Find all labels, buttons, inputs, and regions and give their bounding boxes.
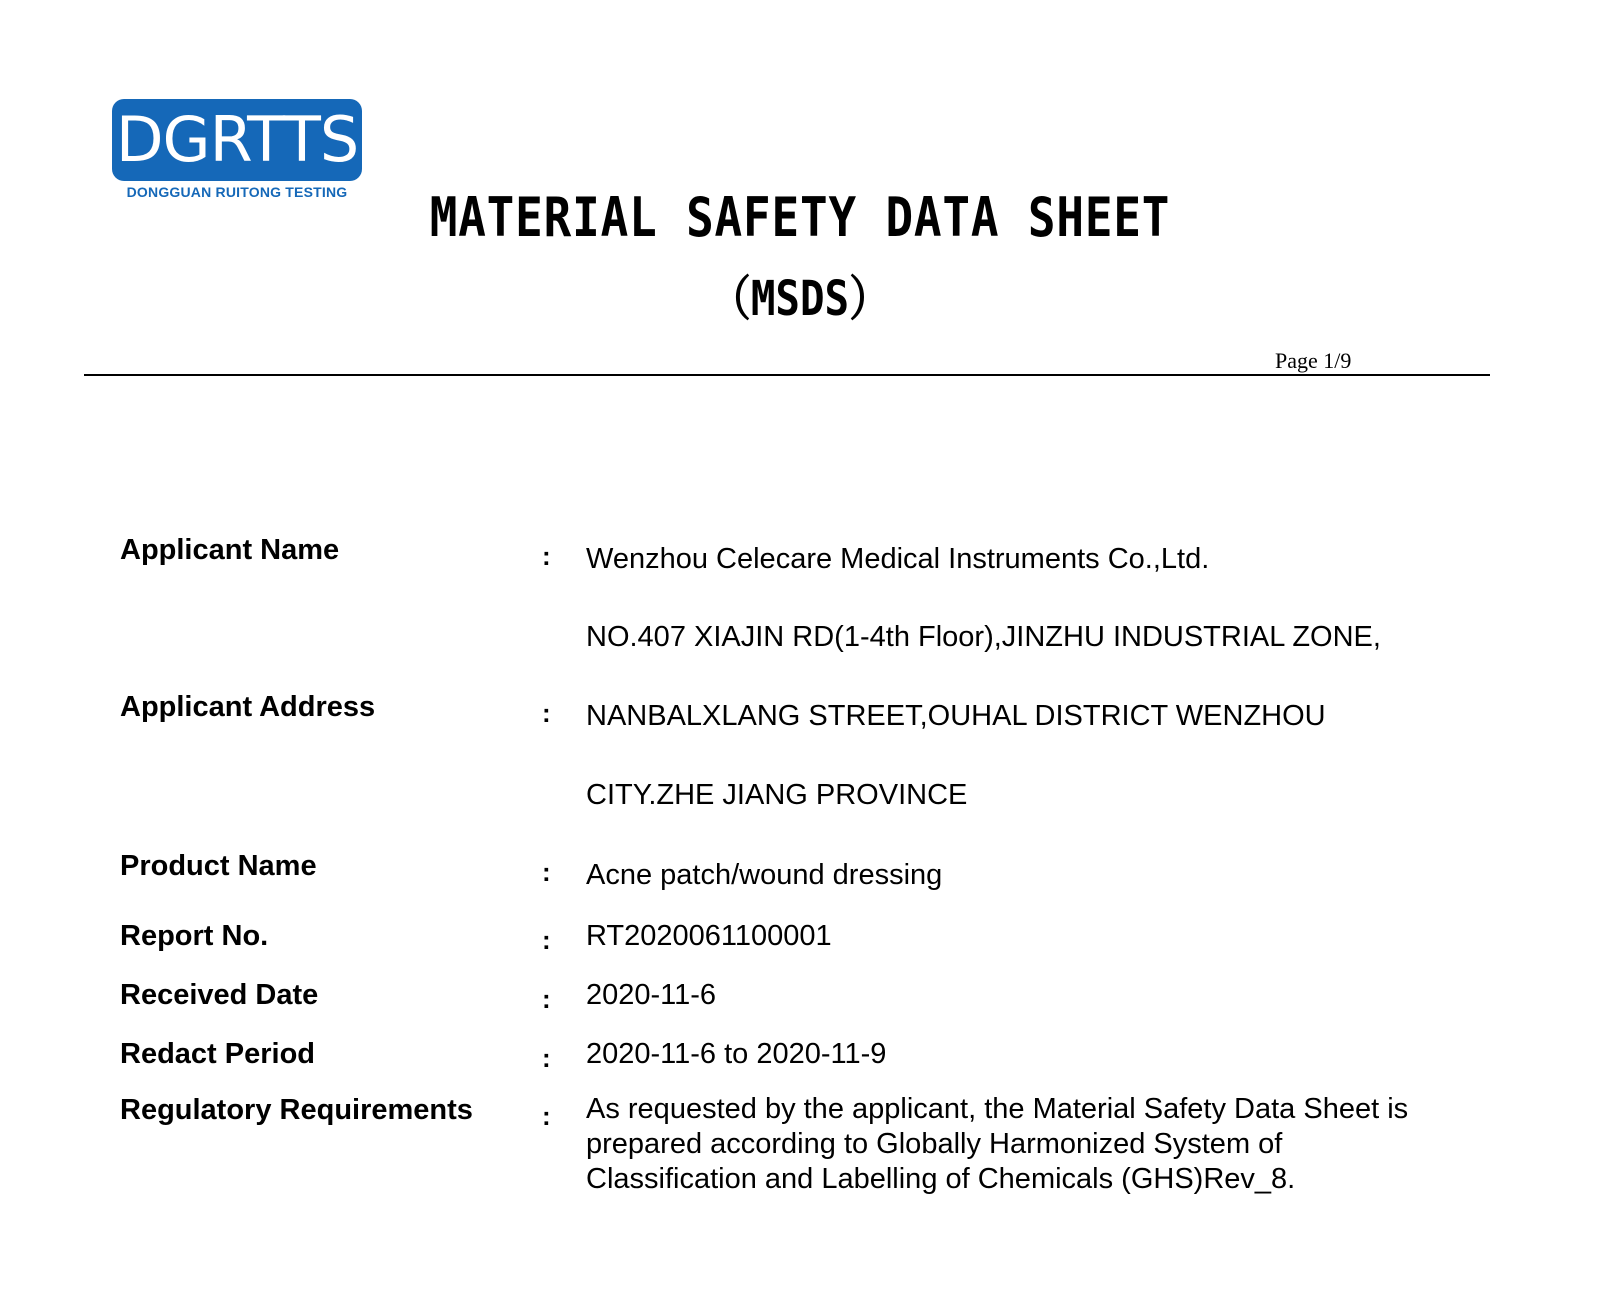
- applicant-address-label: Applicant Address: [120, 691, 376, 723]
- regulatory-requirements-colon: :: [542, 1101, 551, 1131]
- regulatory-requirements-value: [586, 1092, 1486, 1197]
- product-name-value: Acne patch/wound dressing: [586, 859, 943, 891]
- redact-period-colon: :: [542, 1043, 551, 1073]
- redact-period-label: Redact Period: [120, 1038, 315, 1070]
- report-no-value: RT2020061100001: [586, 920, 832, 952]
- product-name-label: Product Name: [120, 850, 317, 882]
- applicant-name-label: Applicant Name: [120, 534, 340, 566]
- applicant-name-value: Wenzhou Celecare Medical Instruments Co.,Ltd.: [586, 543, 1210, 575]
- regulatory-requirements-line-1: As requested by the applicant, the Material Safety Data Sheet is: [586, 1093, 1409, 1125]
- report-no-colon: :: [542, 925, 551, 955]
- received-date-value: 2020-11-6: [586, 979, 717, 1011]
- header-divider: [84, 374, 1490, 376]
- document-subtitle: （MSDS）: [710, 271, 890, 327]
- document-title: MATERIAL SAFETY DATA SHEET: [429, 186, 1171, 249]
- report-no-label: Report No.: [120, 920, 269, 952]
- received-date-colon: :: [542, 984, 551, 1014]
- applicant-address-line-3: CITY.ZHE JIANG PROVINCE: [586, 779, 968, 811]
- logo-subtitle: DONGGUAN RUITONG TESTING: [126, 184, 348, 200]
- applicant-address-line-2: NANBALXLANG STREET,OUHAL DISTRICT WENZHOU: [586, 700, 1326, 732]
- applicant-address-colon: :: [542, 698, 551, 728]
- regulatory-requirements-label: Regulatory Requirements: [120, 1094, 473, 1126]
- product-name-colon: :: [542, 857, 551, 887]
- regulatory-requirements-line-3: Classification and Labelling of Chemicals (GHS)Rev_8.: [586, 1163, 1296, 1195]
- applicant-address-line-1: NO.407 XIAJIN RD(1-4th Floor),JINZHU INDUSTRIAL ZONE,: [586, 621, 1381, 653]
- page-number: Page 1/9: [1275, 348, 1352, 373]
- logo-brand: DGRTTS: [112, 99, 362, 181]
- applicant-name-colon: :: [542, 541, 551, 571]
- regulatory-requirements-line-2: prepared according to Globally Harmonized System of: [586, 1128, 1283, 1160]
- received-date-label: Received Date: [120, 979, 319, 1011]
- redact-period-value: 2020-11-6 to 2020-11-9: [586, 1038, 887, 1070]
